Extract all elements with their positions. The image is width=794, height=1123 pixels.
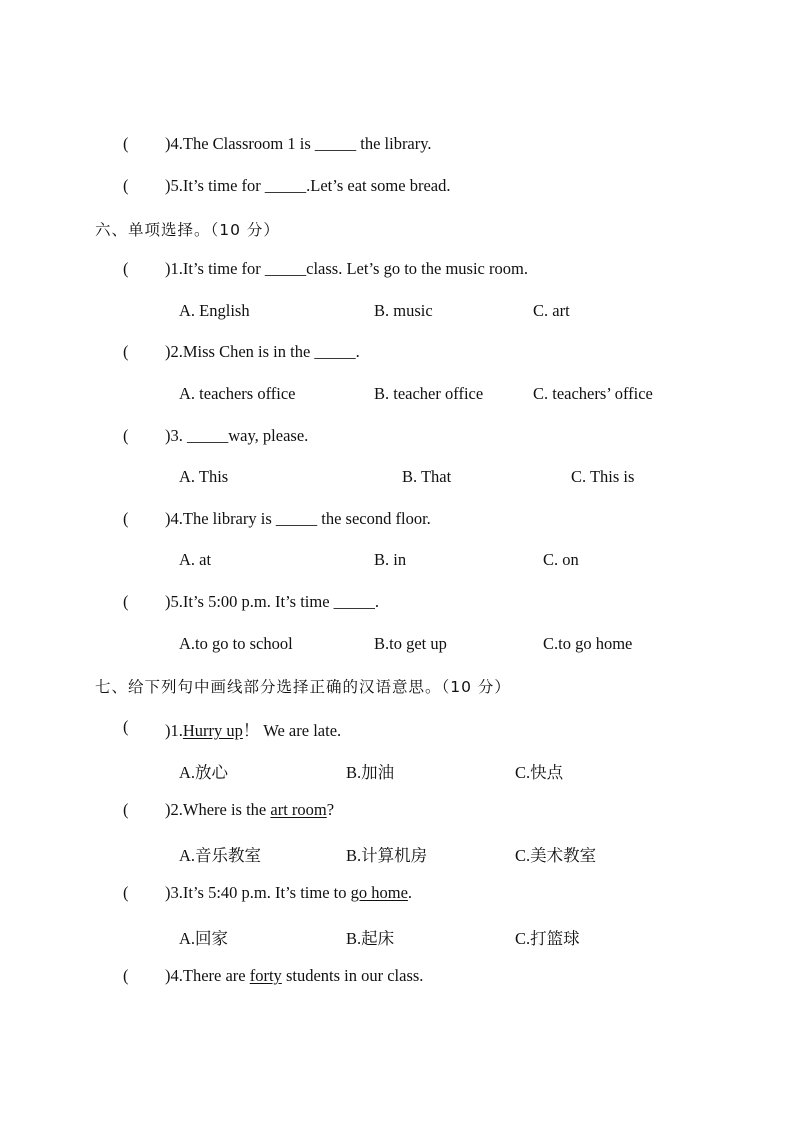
question-prefix: )1. (165, 721, 183, 740)
option-c: C.快点 (515, 763, 564, 782)
question-text: )4.The Classroom 1 is _____ the library. (165, 134, 432, 153)
option-c: C.to go home (543, 634, 633, 653)
option-c: C. This is (571, 467, 635, 486)
option-a: A.音乐教室 (179, 846, 262, 865)
question-suffix: ? (326, 800, 335, 819)
answer-paren: ( (123, 134, 129, 153)
answer-paren: ( (123, 426, 129, 445)
option-b: B. in (374, 550, 407, 569)
answer-paren: ( (123, 342, 129, 361)
section-7-title: 七、给下列句中画线部分选择正确的汉语意思。（10 分） (95, 678, 511, 696)
question-text (165, 883, 412, 903)
answer-paren: ( (123, 176, 129, 195)
question-text (165, 717, 341, 741)
question-text: )5.It’s time for _____.Let’s eat some bread. (165, 176, 451, 195)
option-c: C. teachers’ office (533, 384, 653, 403)
answer-paren: ( (123, 717, 129, 736)
answer-paren: ( (123, 509, 129, 528)
question-suffix: ！ We are late. (242, 721, 342, 740)
answer-paren: ( (123, 800, 129, 819)
underlined-phrase: go home (350, 883, 408, 902)
option-b: B.to get up (374, 634, 447, 653)
answer-paren: ( (123, 966, 129, 985)
option-a: A.to go to school (179, 634, 293, 653)
section-6-title: 六、单项选择。（10 分） (95, 221, 280, 239)
answer-paren: ( (123, 592, 129, 611)
question-text (165, 966, 423, 986)
option-b: B. music (374, 301, 433, 320)
underlined-phrase: art room (270, 800, 327, 819)
question-text: )5.It’s 5:00 p.m. It’s time _____. (165, 592, 380, 611)
option-b: B. That (402, 467, 452, 486)
question-prefix: )3.It’s 5:40 p.m. It’s time to (165, 883, 351, 902)
option-a: A. teachers office (179, 384, 296, 403)
option-a: A.回家 (179, 929, 229, 948)
option-b: B.起床 (346, 929, 395, 948)
option-a: A.放心 (179, 763, 229, 782)
answer-paren: ( (123, 259, 129, 278)
option-c: C.打篮球 (515, 929, 580, 948)
question-prefix: )2.Where is the (165, 800, 271, 819)
question-text (165, 800, 334, 820)
option-c: C. on (543, 550, 579, 569)
option-b: B.加油 (346, 763, 395, 782)
question-text: )3. _____way, please. (165, 426, 309, 445)
option-c: C.美术教室 (515, 846, 597, 865)
question-prefix: )4.There are (165, 966, 250, 985)
underlined-phrase: Hurry up (182, 721, 243, 740)
option-b: B. teacher office (374, 384, 484, 403)
option-a: A. English (179, 301, 250, 320)
question-suffix: . (407, 883, 413, 902)
question-text: )4.The library is _____ the second floor. (165, 509, 431, 528)
question-suffix: students in our class. (281, 966, 424, 985)
option-a: A. at (179, 550, 212, 569)
underlined-phrase: forty (249, 966, 282, 985)
answer-paren: ( (123, 883, 129, 902)
option-c: C. art (533, 301, 570, 320)
option-b: B.计算机房 (346, 846, 428, 865)
question-text: )2.Miss Chen is in the _____. (165, 342, 360, 361)
question-text: )1.It’s time for _____class. Let’s go to the music room. (165, 259, 528, 278)
option-a: A. This (179, 467, 229, 486)
